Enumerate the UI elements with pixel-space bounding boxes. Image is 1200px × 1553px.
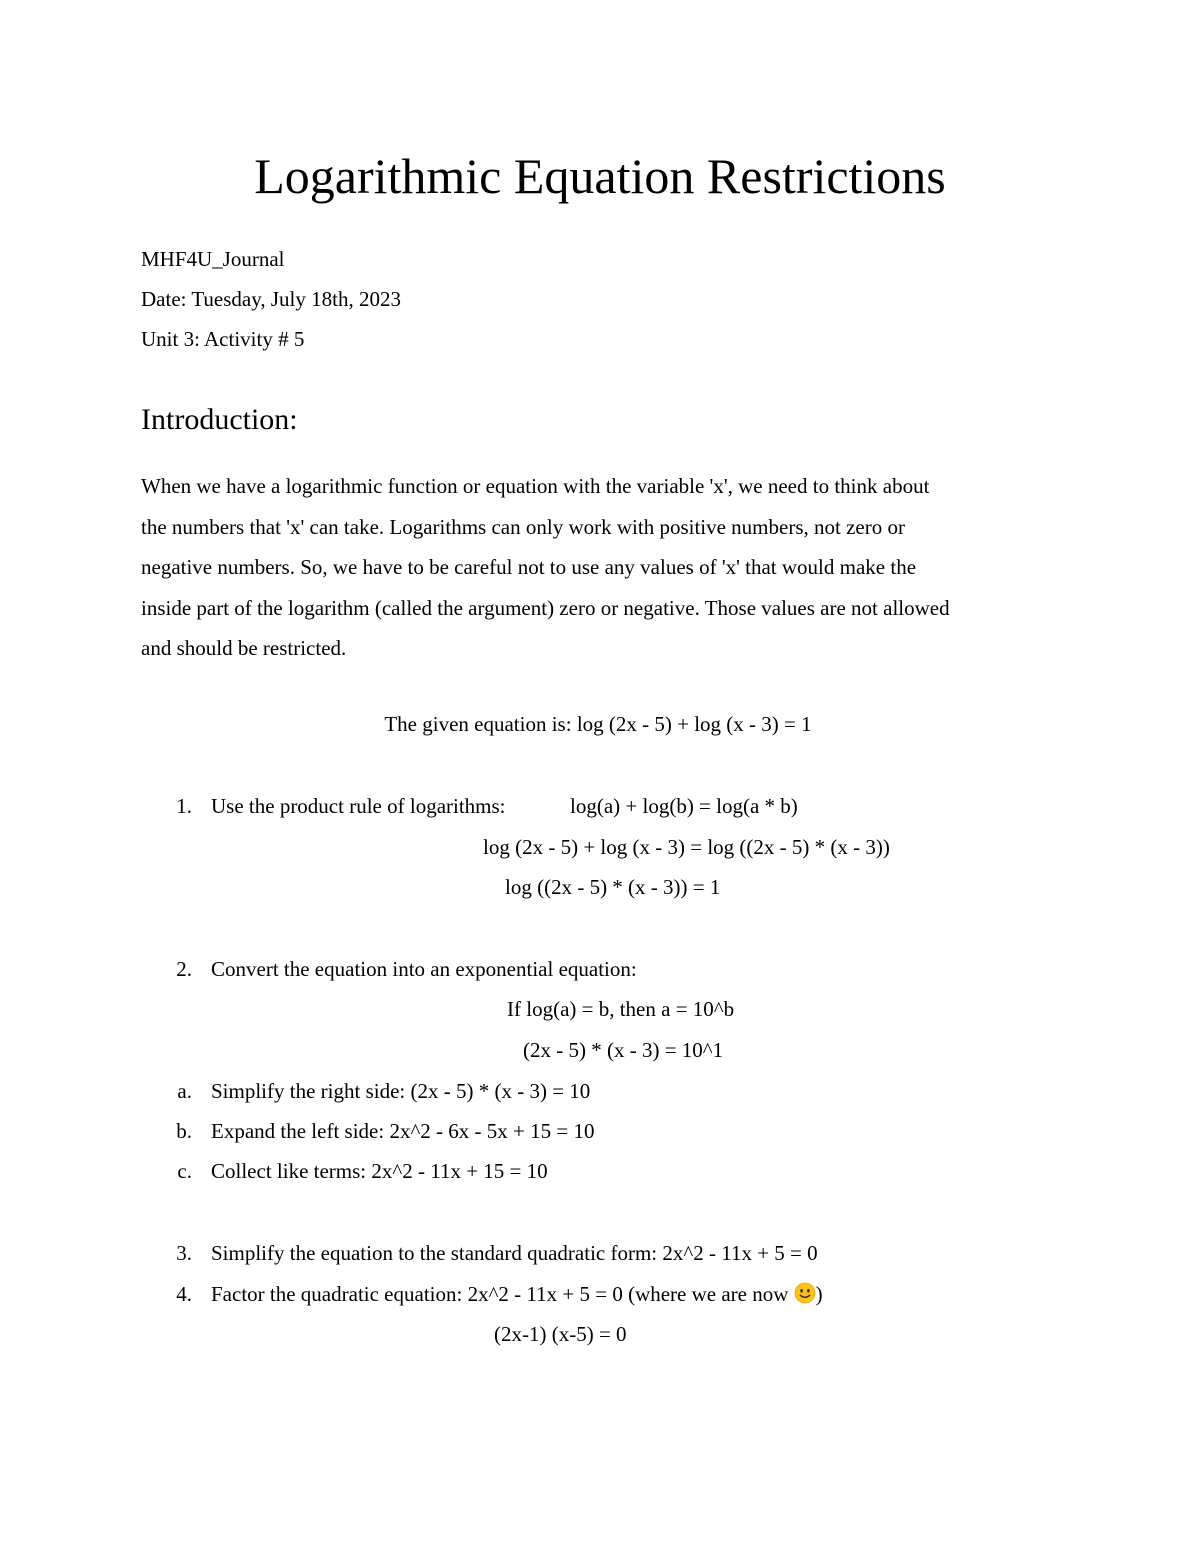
exponential-form: (2x - 5) * (x - 3) = 10^1 <box>523 1038 724 1062</box>
paragraph-line: negative numbers. So, we have to be careful not to use any values of 'x' that would make the <box>141 555 917 580</box>
paragraph-line: inside part of the logarithm (called the argument) zero or negative. Those values are not allowed <box>141 595 950 620</box>
list-marker: 1. <box>176 794 192 818</box>
substep-c-text: Collect like terms: 2x^2 - 11x + 15 = 10 <box>211 1159 548 1183</box>
introduction-paragraph <box>141 466 1061 669</box>
product-rule: log(a) + log(b) = log(a * b) <box>570 794 798 818</box>
paragraph-line: and should be restricted. <box>141 636 347 661</box>
step4-line <box>211 1281 823 1307</box>
exponential-rule: If log(a) = b, then a = 10^b <box>507 997 735 1021</box>
list-marker: c. <box>177 1159 192 1183</box>
page-title: Logarithmic Equation Restrictions <box>254 148 946 204</box>
step1-expansion: log (2x - 5) + log (x - 3) = log ((2x - 5) * (x - 3)) <box>483 835 890 859</box>
list-marker: b. <box>176 1119 192 1143</box>
list-marker: 3. <box>176 1241 192 1265</box>
list-marker: 2. <box>176 957 192 981</box>
substep-a-text: Simplify the right side: (2x - 5) * (x - 3) = 10 <box>211 1079 591 1103</box>
factored-form: (2x-1) (x-5) = 0 <box>494 1322 627 1346</box>
unit-line: Unit 3: Activity # 5 <box>141 327 305 351</box>
step2-text: Convert the equation into an exponential equation: <box>211 957 637 981</box>
step1-text: Use the product rule of logarithms: <box>211 794 506 818</box>
given-equation: The given equation is: log (2x - 5) + log (x - 3) = 1 <box>384 712 812 736</box>
step1-result: log ((2x - 5) * (x - 3)) = 1 <box>505 875 721 899</box>
step4-text: Factor the quadratic equation: 2x^2 - 11x + 5 = 0 (where we are now <box>211 1282 794 1306</box>
step4-text-end: ) <box>815 1282 823 1306</box>
slightly-smiling-face-icon <box>794 1282 816 1304</box>
substep-b-text: Expand the left side: 2x^2 - 6x - 5x + 15 = 10 <box>211 1119 595 1143</box>
list-marker: 4. <box>176 1282 192 1306</box>
paragraph-line: When we have a logarithmic function or equation with the variable 'x', we need to think about <box>141 474 930 498</box>
paragraph-line: the numbers that 'x' can take. Logarithms can only work with positive numbers, not zero or <box>141 514 905 539</box>
journal-label: MHF4U_Journal <box>141 247 285 271</box>
introduction-heading: Introduction: <box>141 403 298 436</box>
step3-text: Simplify the equation to the standard quadratic form: 2x^2 - 11x + 5 = 0 <box>211 1241 818 1265</box>
list-marker: a. <box>177 1079 192 1103</box>
date-line: Date: Tuesday, July 18th, 2023 <box>141 287 401 311</box>
